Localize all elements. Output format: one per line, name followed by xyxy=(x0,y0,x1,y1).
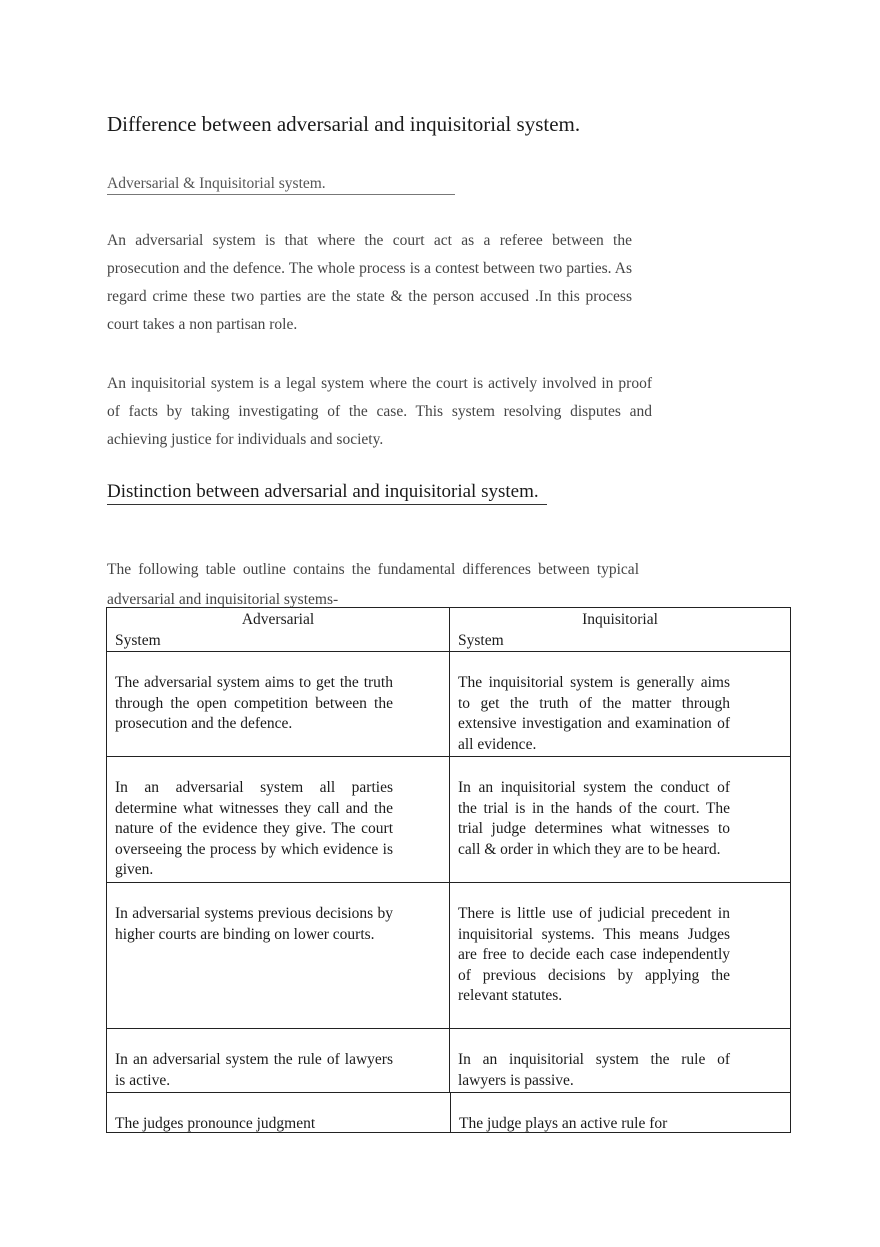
header-cell-adversarial xyxy=(107,608,450,651)
table-cell-inquisitorial: The inquisitorial system is generally aims to get the truth of the matter through extensive investigation and examination of all evidence. xyxy=(458,674,730,753)
table-row xyxy=(107,1029,790,1093)
table-header-row xyxy=(107,608,790,652)
table-row xyxy=(107,652,790,757)
header-label: Inquisitorial xyxy=(582,611,658,628)
table-row xyxy=(107,1093,790,1133)
table-cell-inquisitorial: In an inquisitorial system the conduct of the trial is in the hands of the court. The trial judge determines what witnesses to call & order in which they are to be heard. xyxy=(458,779,730,858)
header-label: Adversarial xyxy=(241,611,315,628)
header-sublabel: System xyxy=(458,631,504,649)
table-cell-inquisitorial: There is little use of judicial precedent in inquisitorial systems. This means Judges are free to decide each case independently of previous decisions by applying the relevant statutes. xyxy=(458,905,730,1004)
table-row xyxy=(107,883,790,1029)
subheading: Adversarial & Inquisitorial system. xyxy=(107,175,455,195)
page-title: Difference between adversarial and inquisitorial system. xyxy=(107,112,581,136)
header-cell-inquisitorial xyxy=(450,608,790,651)
table-cell-inquisitorial: The judge plays an active rule for xyxy=(450,1093,790,1133)
table-cell-adversarial: The judges pronounce judgment xyxy=(115,1115,316,1132)
table-cell-adversarial: The adversarial system aims to get the truth through the open competition between the prosecution and the defence. xyxy=(107,652,450,756)
table-cell-inquisitorial: In an inquisitorial system the rule of lawyers is passive. xyxy=(458,1051,730,1089)
header-sublabel: System xyxy=(115,631,161,649)
section-heading: Distinction between adversarial and inquisitorial system. xyxy=(107,480,547,505)
paragraph-inquisitorial: An inquisitorial system is a legal system where the court is actively involved in proof of facts by taking investigating of the case. This system resolving disputes and achieving justice for individuals and society. xyxy=(107,375,652,448)
paragraph-adversarial: An adversarial system is that where the court act as a referee between the prosecution and the defence. The whole process is a contest between two parties. As regard crime these two parties are the state & the person accused .In this process court takes a non partisan role. xyxy=(107,232,632,333)
table-cell-adversarial: In an adversarial system all parties determine what witnesses they call and the nature of the evidence they give. The court overseeing the process by which evidence is given. xyxy=(107,757,450,882)
table-cell-adversarial: In an adversarial system the rule of lawyers is active. xyxy=(107,1029,450,1092)
table-intro: The following table outline contains the fundamental differences between typical adversarial and inquisitorial systems- xyxy=(107,561,639,608)
comparison-table xyxy=(106,607,791,1133)
table-cell-adversarial: In adversarial systems previous decisions by higher courts are binding on lower courts. xyxy=(107,883,450,1028)
table-row xyxy=(107,757,790,883)
